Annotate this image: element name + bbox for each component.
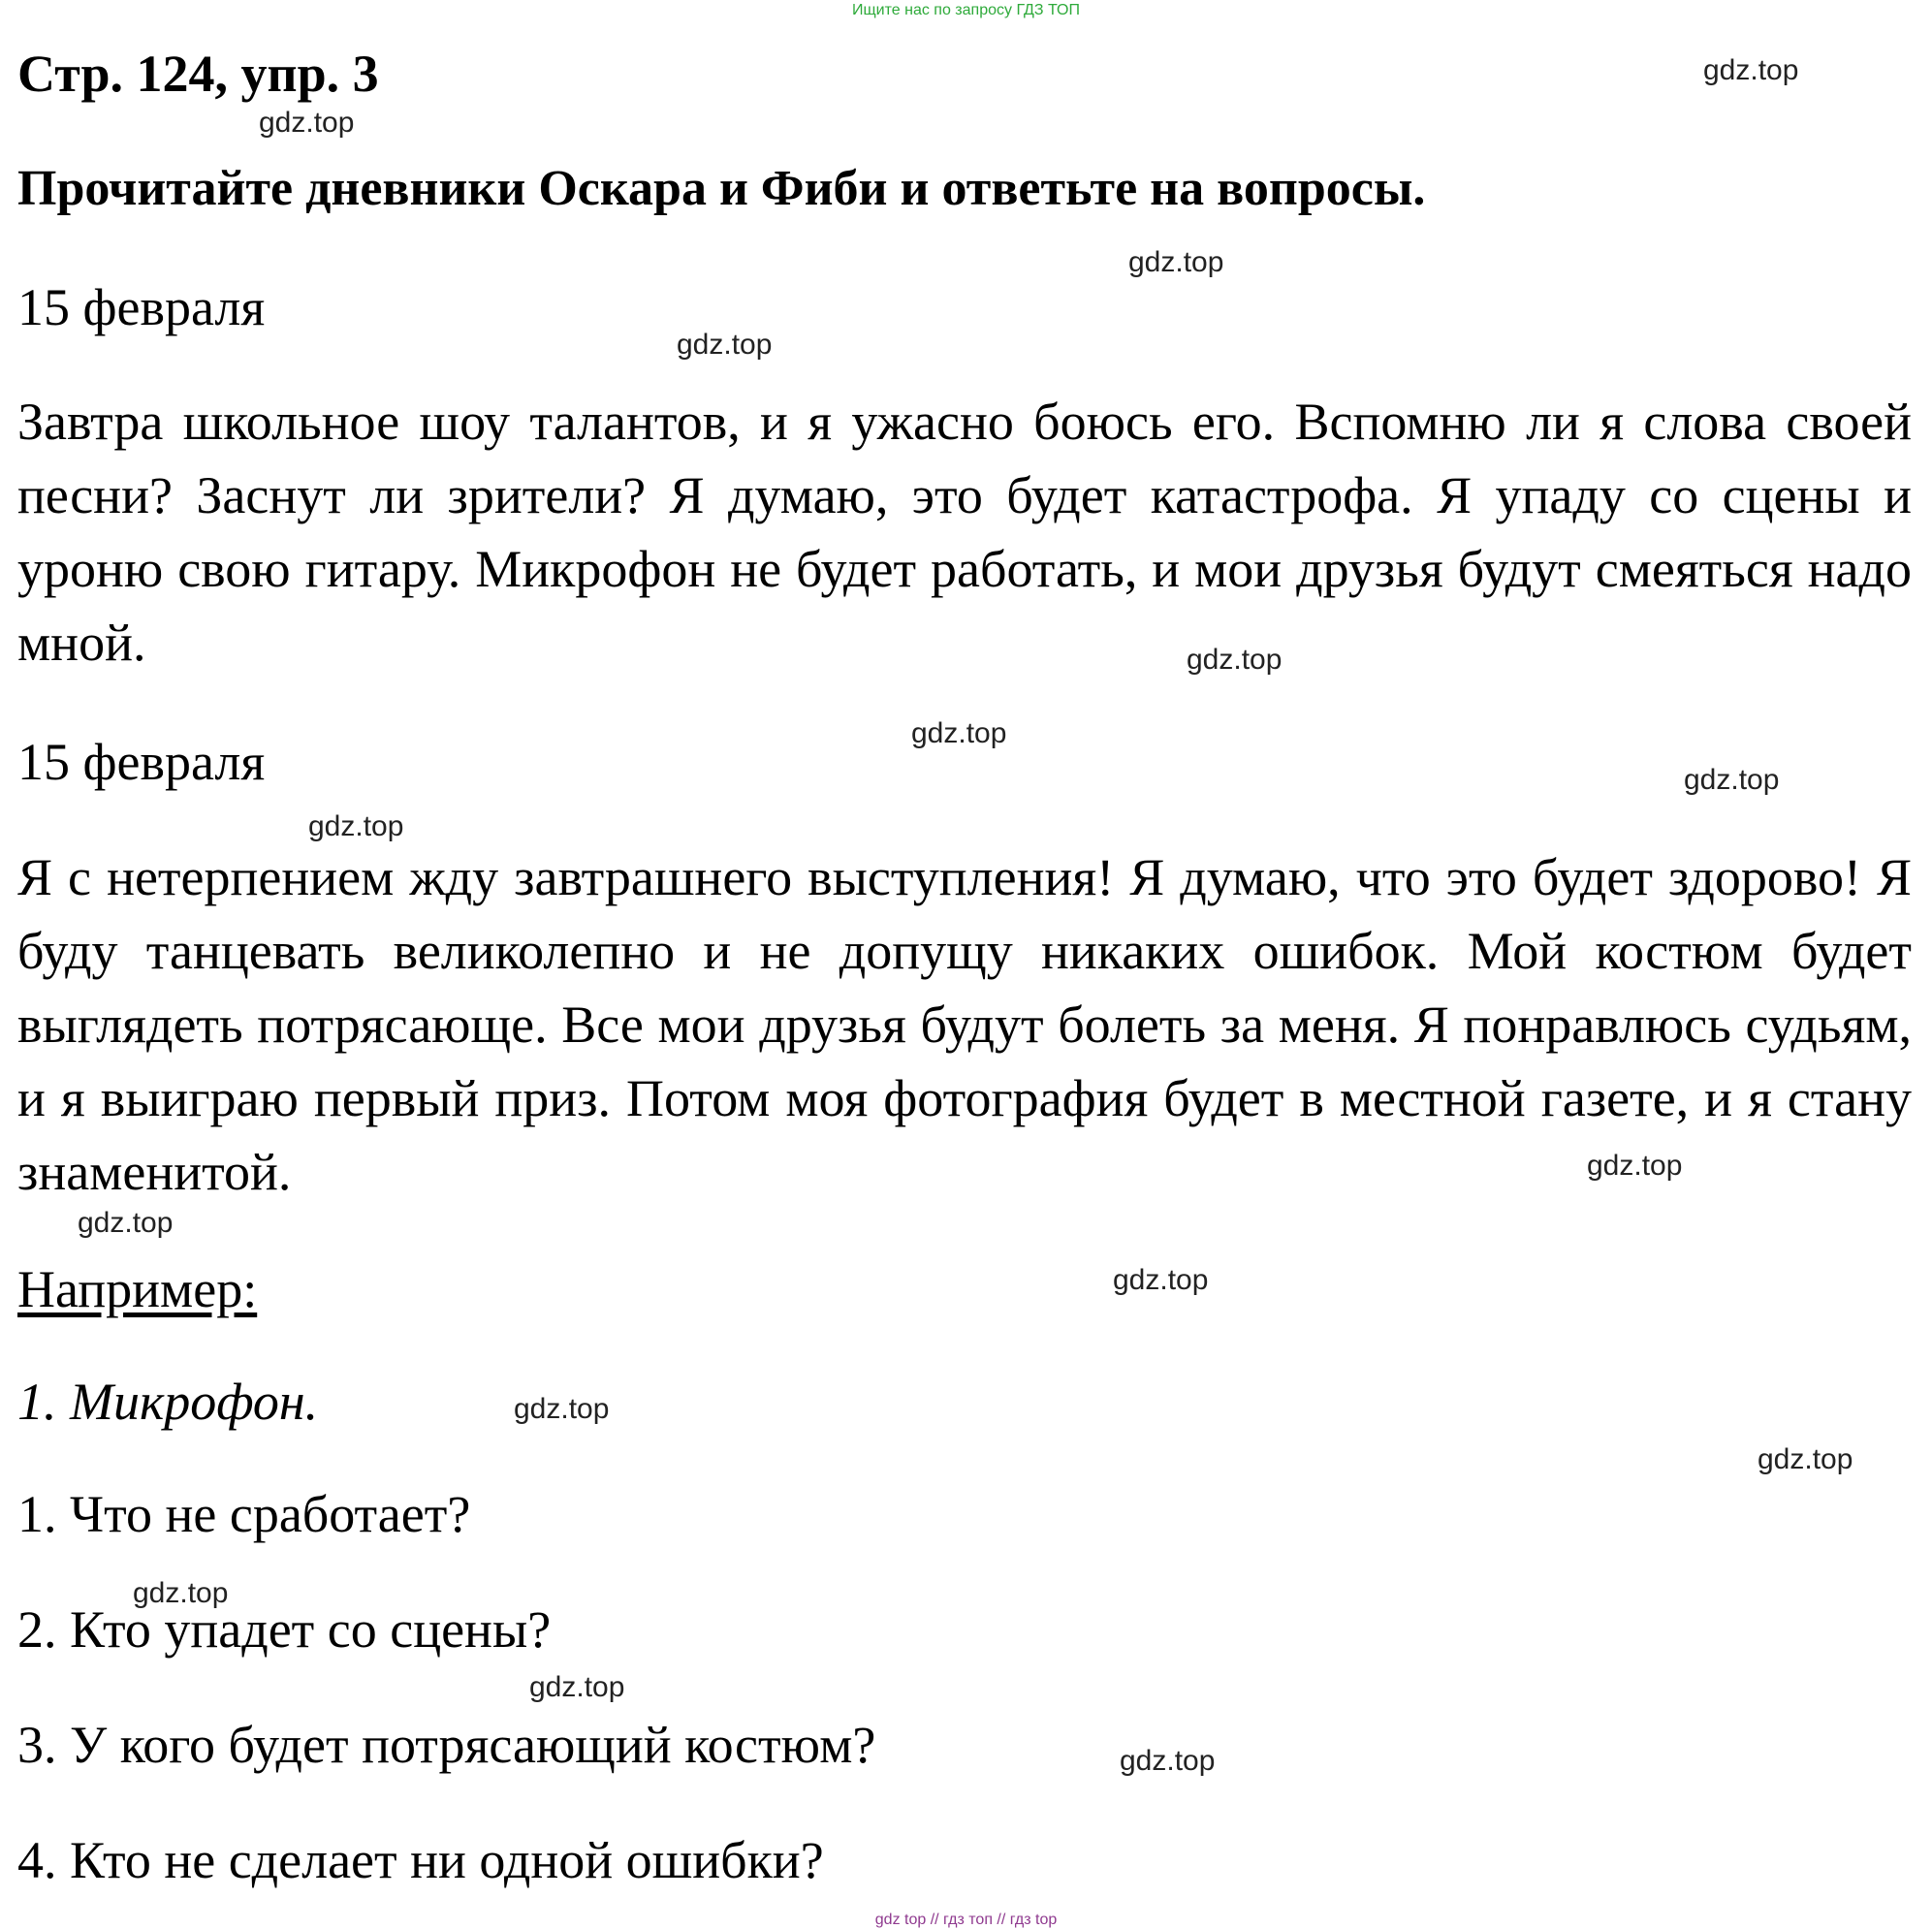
watermark: gdz.top [308, 810, 404, 842]
watermark: gdz.top [1703, 54, 1799, 86]
watermark: gdz.top [911, 717, 1007, 749]
watermark: gdz.top [1187, 644, 1283, 676]
watermark: gdz.top [1587, 1150, 1683, 1182]
task-instruction: Прочитайте дневники Оскара и Фиби и ответьте на вопросы. [17, 161, 1426, 216]
question-4: 4. Кто не сделает ни одной ошибки? [17, 1831, 824, 1889]
question-2: 2. Кто упадет со сцены? [17, 1600, 552, 1659]
watermark: gdz.top [677, 329, 773, 361]
example-heading: Например: [17, 1260, 258, 1318]
diary-text-oscar: Завтра школьное шоу талантов, и я ужасно боюсь его. Вспомню ли я слова своей песни? Заснут ли зрители? Я думаю, это будет катастрофа. Я упаду со сцены и уроню свою гитару. Микрофон не будет работать, и мои друзья будут смеяться надо мной. [17, 393, 1912, 672]
watermark: gdz.top [529, 1671, 625, 1703]
watermark: gdz.top [1128, 246, 1224, 278]
question-1: 1. Что не сработает? [17, 1485, 471, 1543]
watermark: gdz.top [259, 107, 355, 139]
watermark: gdz.top [1113, 1264, 1209, 1296]
watermark: gdz.top [1120, 1745, 1216, 1777]
diary-text-phoebe: Я с нетерпением жду завтрашнего выступления! Я думаю, что это будет здорово! Я буду танцевать великолепно и не допущу никаких ошибок. Мой костюм будет выглядеть потрясающе. Все мои друзья будут болеть за меня. Я понравлюсь судьям, и я выиграю первый приз. Потом моя фотография будет в местной газете, и я стану знаменитой. [17, 848, 1912, 1201]
watermark: gdz.top [1758, 1443, 1853, 1475]
watermark: gdz.top [78, 1207, 174, 1239]
example-answer: 1. Микрофон. [17, 1373, 319, 1431]
page-title: Стр. 124, упр. 3 [17, 45, 379, 103]
bottom-banner: gdz top // гдз топ // гдз top [874, 1912, 1058, 1928]
question-3: 3. У кого будет потрясающий костюм? [17, 1716, 876, 1774]
watermark: gdz.top [1684, 764, 1780, 796]
diary-date-phoebe: 15 февраля [17, 733, 266, 791]
diary-date-oscar: 15 февраля [17, 278, 266, 336]
watermark: gdz.top [514, 1393, 610, 1425]
top-banner: Ищите нас по запросу ГДЗ ТОП [852, 2, 1080, 18]
watermark: gdz.top [133, 1577, 229, 1609]
